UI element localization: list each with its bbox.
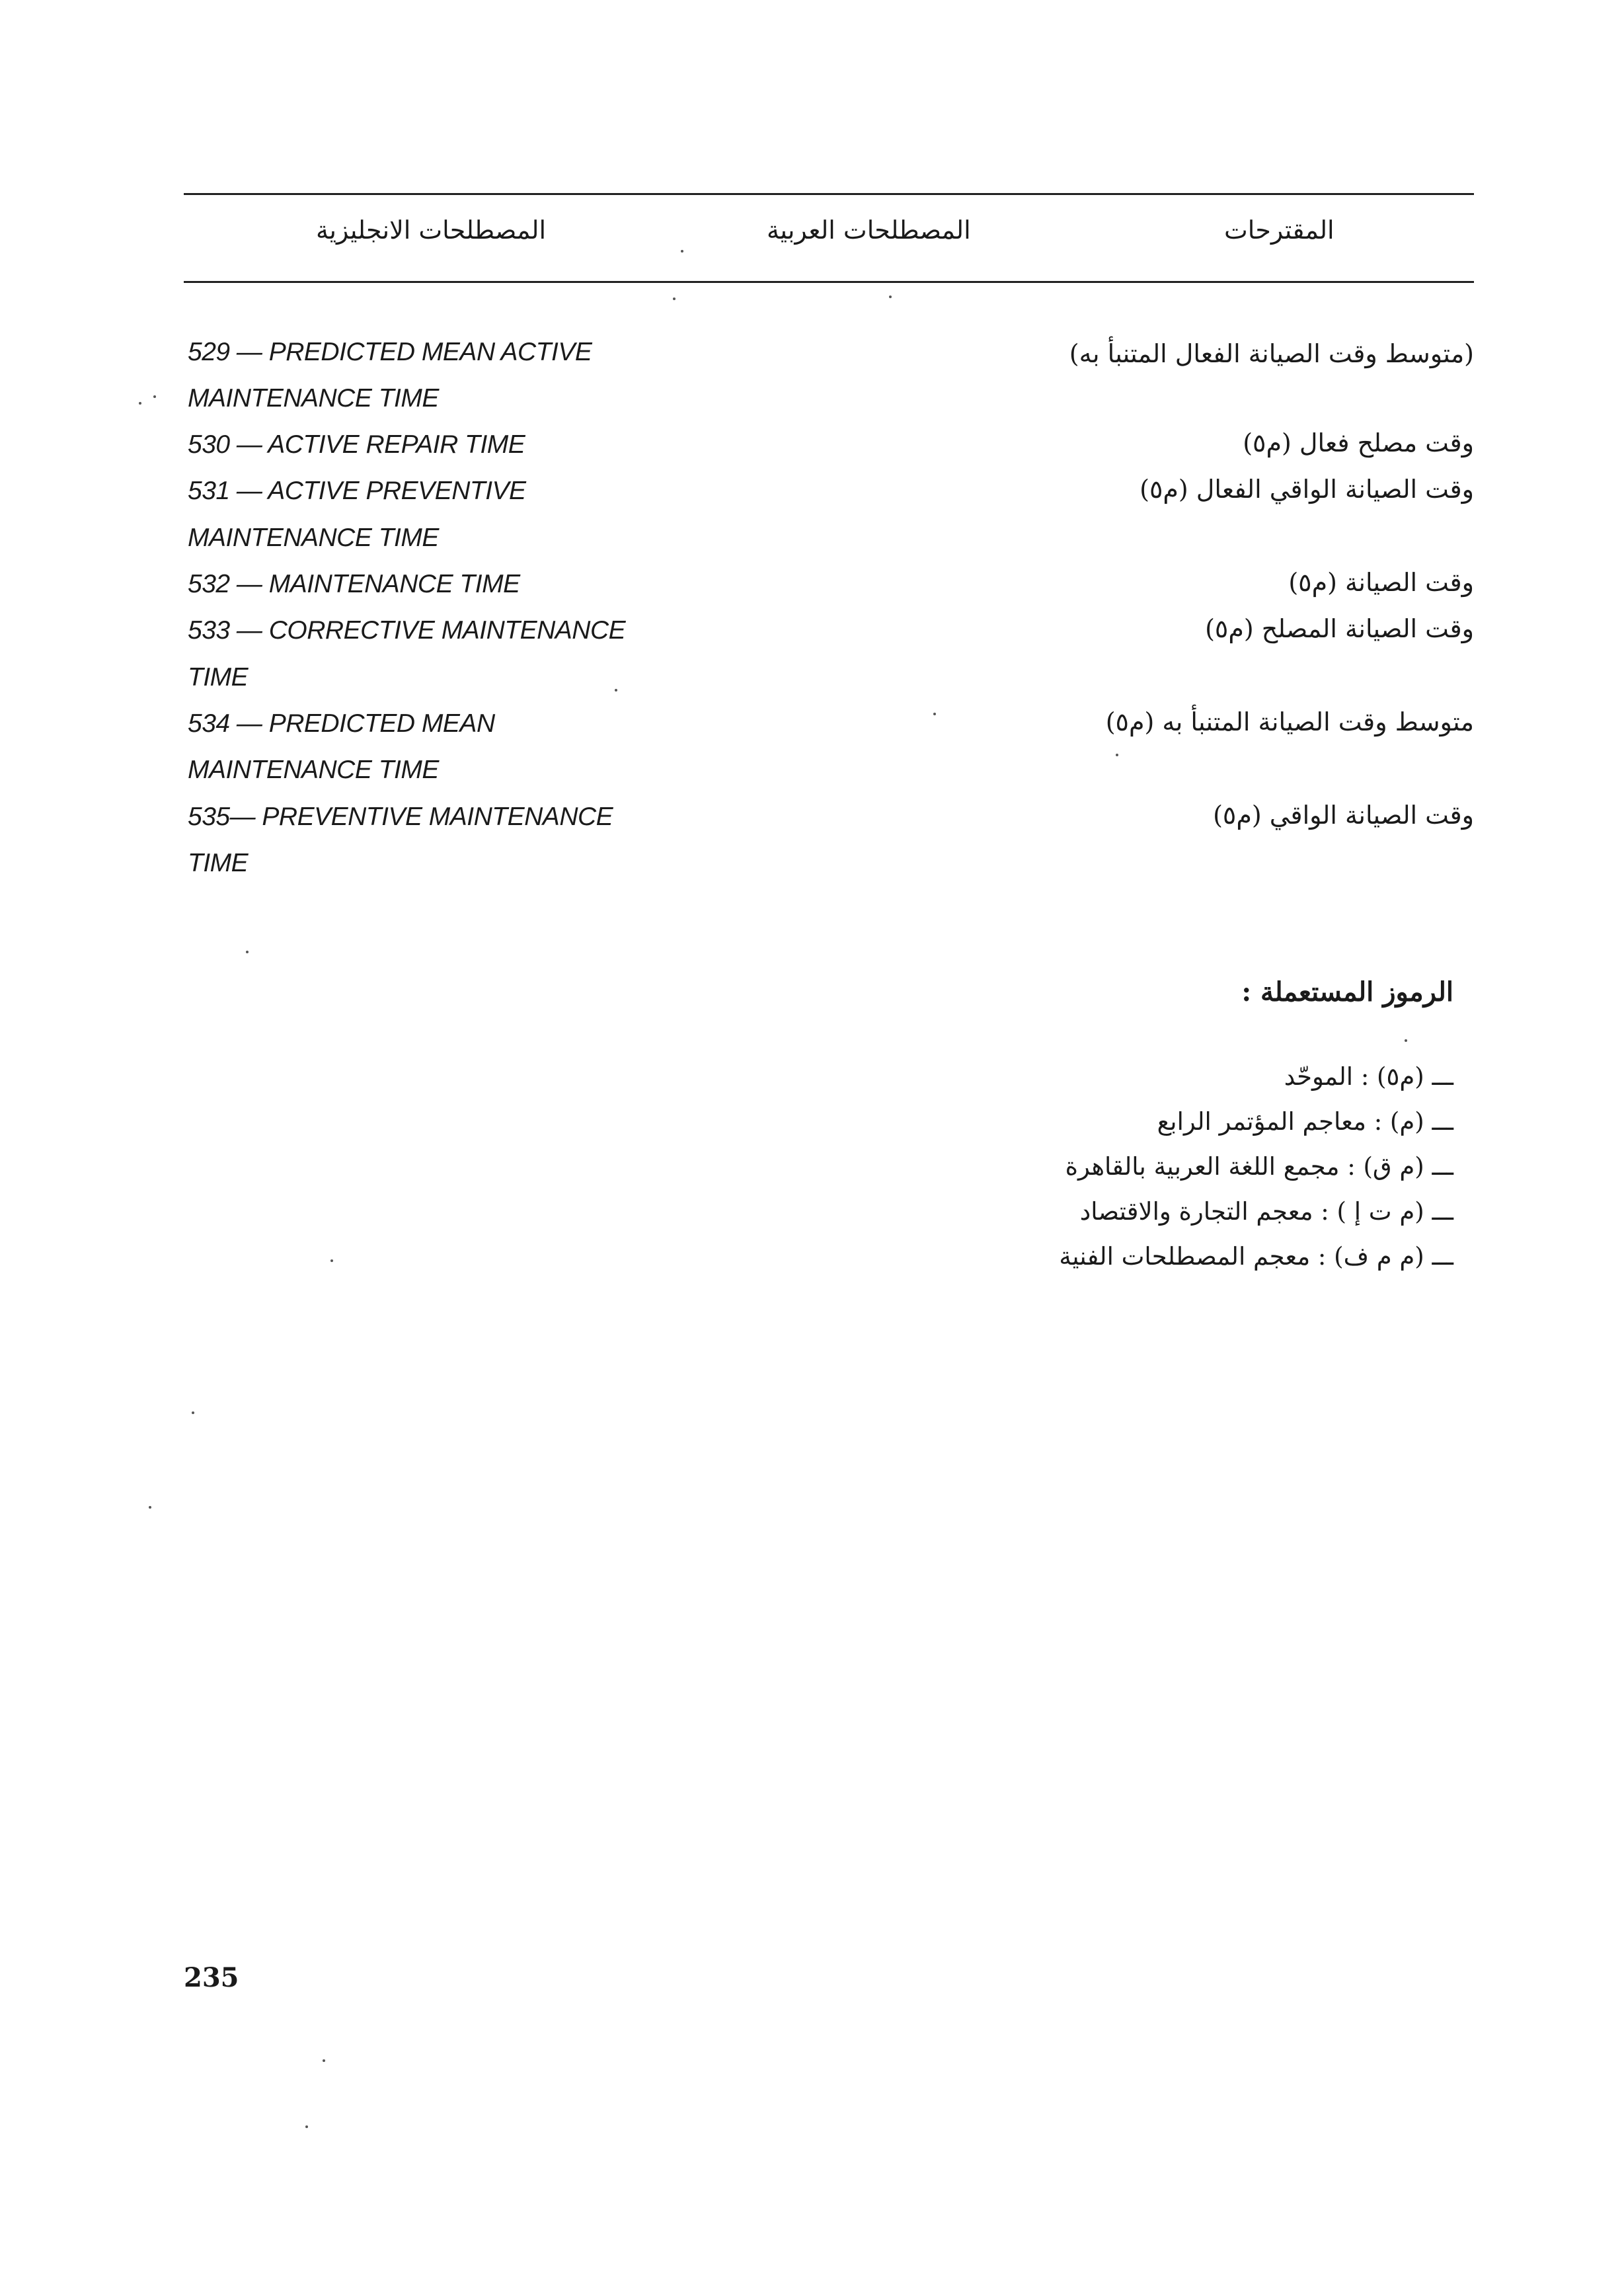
scan-speck (149, 1506, 151, 1509)
scan-speck (330, 1259, 333, 1262)
scan-speck (139, 402, 141, 405)
english-term-531-line-2: MAINTENANCE TIME (188, 524, 439, 552)
scan-speck (305, 2125, 308, 2128)
scan-speck (1116, 754, 1118, 756)
english-term-534-line-1: 534 — PREDICTED MEAN (188, 709, 495, 738)
legend-item-cairo-academy: ـــ (م ق) : مجمع اللغة العربية بالقاهرة (1065, 1152, 1453, 1181)
column-header-proposals: المقترحات (1224, 216, 1334, 245)
english-term-530: 530 — ACTIVE REPAIR TIME (188, 430, 525, 459)
english-term-535-line-1: 535— PREVENTIVE MAINTENANCE (188, 803, 613, 831)
arabic-term-532: وقت الصيانة (م٥) (1288, 568, 1474, 597)
arabic-term-531: وقت الصيانة الواقي الفعال (م٥) (1140, 475, 1474, 504)
legend-item-trade-economics: ـــ (م ت إ ) : معجم التجارة والاقتصاد (1079, 1197, 1453, 1226)
english-term-533-line-1: 533 — CORRECTIVE MAINTENANCE (188, 616, 626, 645)
english-term-532: 532 — MAINTENANCE TIME (188, 570, 520, 598)
legend-item-technical-terms: ـــ (م م ف) : معجم المصطلحات الفنية (1059, 1242, 1453, 1271)
page-number: 235 (184, 1962, 239, 1993)
column-header-english-terms: المصطلحات الانجليزية (316, 216, 547, 245)
arabic-term-530: وقت مصلح فعال (م٥) (1243, 428, 1474, 457)
scan-speck (889, 296, 892, 298)
english-term-533-line-2: TIME (188, 663, 249, 692)
legend-title: الرموز المستعملة : (1241, 976, 1453, 1008)
english-term-529-line-2: MAINTENANCE TIME (188, 384, 439, 413)
english-term-535-line-2: TIME (188, 849, 249, 877)
arabic-term-535: وقت الصيانة الواقي (م٥) (1213, 801, 1474, 830)
scan-speck (153, 395, 156, 398)
scan-speck (192, 1411, 194, 1414)
arabic-term-529: (متوسط وقت الصيانة الفعال المتنبأ به) (1069, 339, 1474, 368)
legend-item-fourth-conference: ـــ (م) : معاجم المؤتمر الرابع (1157, 1107, 1453, 1136)
header-top-rule (184, 193, 1474, 195)
scan-speck (246, 951, 249, 953)
scan-speck (323, 2059, 325, 2062)
scan-speck (933, 713, 936, 715)
scan-speck (673, 297, 676, 300)
english-term-529-line-1: 529 — PREDICTED MEAN ACTIVE (188, 338, 592, 366)
arabic-term-534: متوسط وقت الصيانة المتنبأ به (م٥) (1105, 707, 1474, 736)
header-bottom-rule (184, 281, 1474, 283)
scan-speck (681, 250, 683, 253)
column-header-arabic-terms: المصطلحات العربية (767, 216, 971, 245)
english-term-531-line-1: 531 — ACTIVE PREVENTIVE (188, 477, 526, 505)
english-term-534-line-2: MAINTENANCE TIME (188, 756, 439, 784)
scan-speck (615, 689, 617, 692)
arabic-term-533: وقت الصيانة المصلح (م٥) (1205, 614, 1474, 643)
legend-item-unified: ـــ (م٥) : الموحّد (1284, 1062, 1453, 1091)
scan-speck (1405, 1039, 1407, 1042)
symbols-legend (859, 969, 1453, 1279)
